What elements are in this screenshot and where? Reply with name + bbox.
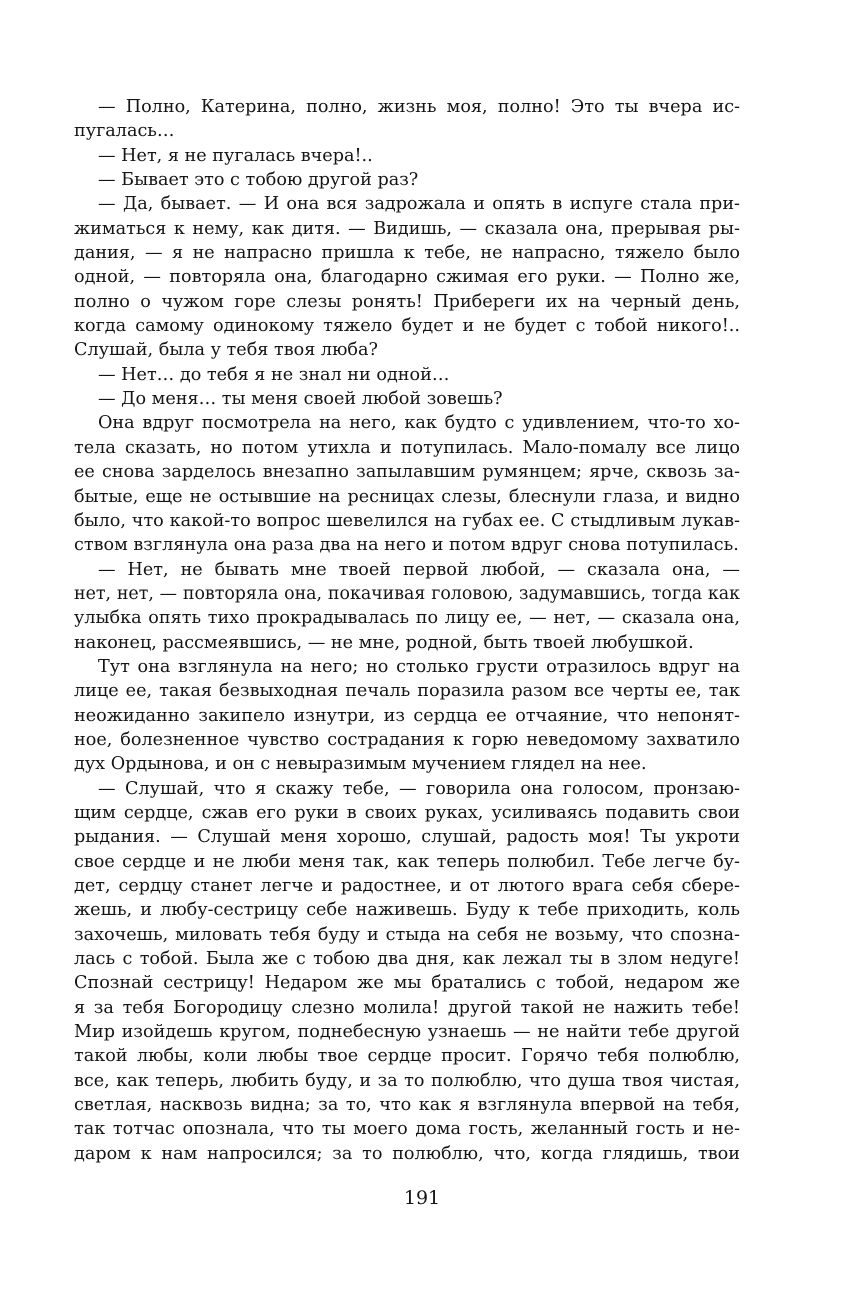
- text-line: жешь, и любу-сестрицу себе наживешь. Буду к тебе приходить, коль: [74, 900, 740, 921]
- text-line: Спознай сестрицу! Недаром же мы братались с тобой, недаром же: [74, 973, 740, 994]
- text-line: наконец, рассмеявшись, — не мне, родной, быть твоей любушкой.: [74, 632, 694, 653]
- text-line: когда самому одинокому тяжело будет и не будет с тобой никого!..: [74, 316, 740, 337]
- text-line: полно о чужом горе слезы ронять! Прибереги их на черный день,: [74, 291, 740, 312]
- text-line: светлая, насквозь видна; за то, что как я взглянула впервой на тебя,: [74, 1095, 740, 1116]
- text-line: — Да, бывает. — И она вся задрожала и опять в испуге стала при-: [98, 194, 740, 215]
- body-text: [74, 95, 740, 1166]
- text-line: Она вдруг посмотрела на него, как будто с удивлением, что-то хо-: [98, 413, 740, 434]
- text-line: Слушай, была у тебя твоя люба?: [74, 340, 378, 361]
- text-line: дет, сердцу станет легче и радостнее, и от лютого врага себя сбере-: [74, 876, 740, 896]
- text-line: такой любы, коли любы твое сердце просит. Горячо тебя полюблю,: [74, 1046, 740, 1067]
- text-line: свое сердце и не люби меня так, как теперь полюбил. Тебе легче бу-: [74, 851, 740, 872]
- text-line: щим сердце, сжав его руки в своих руках, усиливаясь подавить свои: [74, 802, 740, 823]
- text-line: даром к нам напросился; за то полюблю, что, когда глядишь, твои: [74, 1143, 740, 1164]
- text-line: тела сказать, но потом утихла и потупилась. Мало-помалу все лицо: [74, 437, 740, 458]
- text-line: — Слушай, что я скажу тебе, — говорила она голосом, пронзаю-: [98, 778, 740, 799]
- text-line: — Бывает это с тобою другой раз?: [98, 170, 419, 191]
- page-number: 191: [403, 1187, 441, 1209]
- text-line: дания, — я не напрасно пришла к тебе, не напрасно, тяжело было: [74, 243, 740, 264]
- text-line: рыдания. — Слушай меня хорошо, слушай, радость моя! Ты укроти: [74, 827, 740, 848]
- text-line: — Нет, не бывать мне твоей первой любой, — сказала она, —: [98, 559, 740, 580]
- text-line: лице ее, такая безвыходная печаль поразила разом все черты ее, так: [74, 681, 740, 702]
- text-line: нет, нет, — повторяла она, покачивая головою, задумавшись, тогда как: [74, 583, 740, 604]
- text-line: неожиданно закипело изнутри, из сердца ее отчаяние, что непонят-: [74, 705, 740, 726]
- text-line: — До меня… ты меня своей любой зовешь?: [98, 389, 503, 410]
- text-line: ством взглянула она раза два на него и потом вдруг снова потупилась.: [74, 535, 739, 556]
- text-line: захочешь, миловать тебя буду и стыда на себя не возьму, что спозна-: [74, 924, 740, 945]
- text-line: одной, — повторяла она, благодарно сжимая его руки. — Полно же,: [74, 267, 740, 288]
- text-line: я за тебя Богородицу слезно молила! другой такой не нажить тебе!: [74, 997, 740, 1018]
- text-line: — Нет… до тебя я не знал ни одной…: [98, 364, 450, 385]
- text-line: улыбка опять тихо прокрадывалась по лицу ее, — нет, — сказала она,: [74, 608, 740, 629]
- text-line: — Нет, я не пугалась вчера!..: [98, 145, 373, 166]
- text-line: Тут она взглянула на него; но столько грусти отразилось вдруг на: [98, 656, 740, 677]
- text-line: пугалась…: [74, 121, 175, 142]
- text-line: ное, болезненное чувство сострадания к горю неведомому захватило: [74, 729, 740, 750]
- text-line: дух Ордынова, и он с невыразимым мучением глядел на нее.: [74, 754, 647, 775]
- text-line: бытые, еще не остывшие на ресницах слезы, блеснули глаза, и видно: [74, 486, 740, 507]
- text-line: так тотчас опознала, что ты моего дома гость, желанный гость и не-: [74, 1119, 740, 1140]
- text-line: все, как теперь, любить буду, и за то полюблю, что душа твоя чистая,: [74, 1070, 740, 1091]
- text-line: Мир изойдешь кругом, поднебесную узнаешь — не найти тебе другой: [74, 1022, 740, 1043]
- text-line: лась с тобой. Была же с тобою два дня, как лежал ты в злом недуге!: [74, 949, 740, 970]
- text-line: — Полно, Катерина, полно, жизнь моя, полно! Это ты вчера ис-: [98, 97, 740, 117]
- text-line: было, что какой-то вопрос шевелился на губах ее. С стыдливым лукав-: [74, 510, 740, 531]
- text-line: жиматься к нему, как дитя. — Видишь, — сказала она, прерывая ры-: [74, 218, 740, 239]
- text-line: ее снова зарделось внезапно запылавшим румянцем; ярче, сквозь за-: [74, 462, 740, 483]
